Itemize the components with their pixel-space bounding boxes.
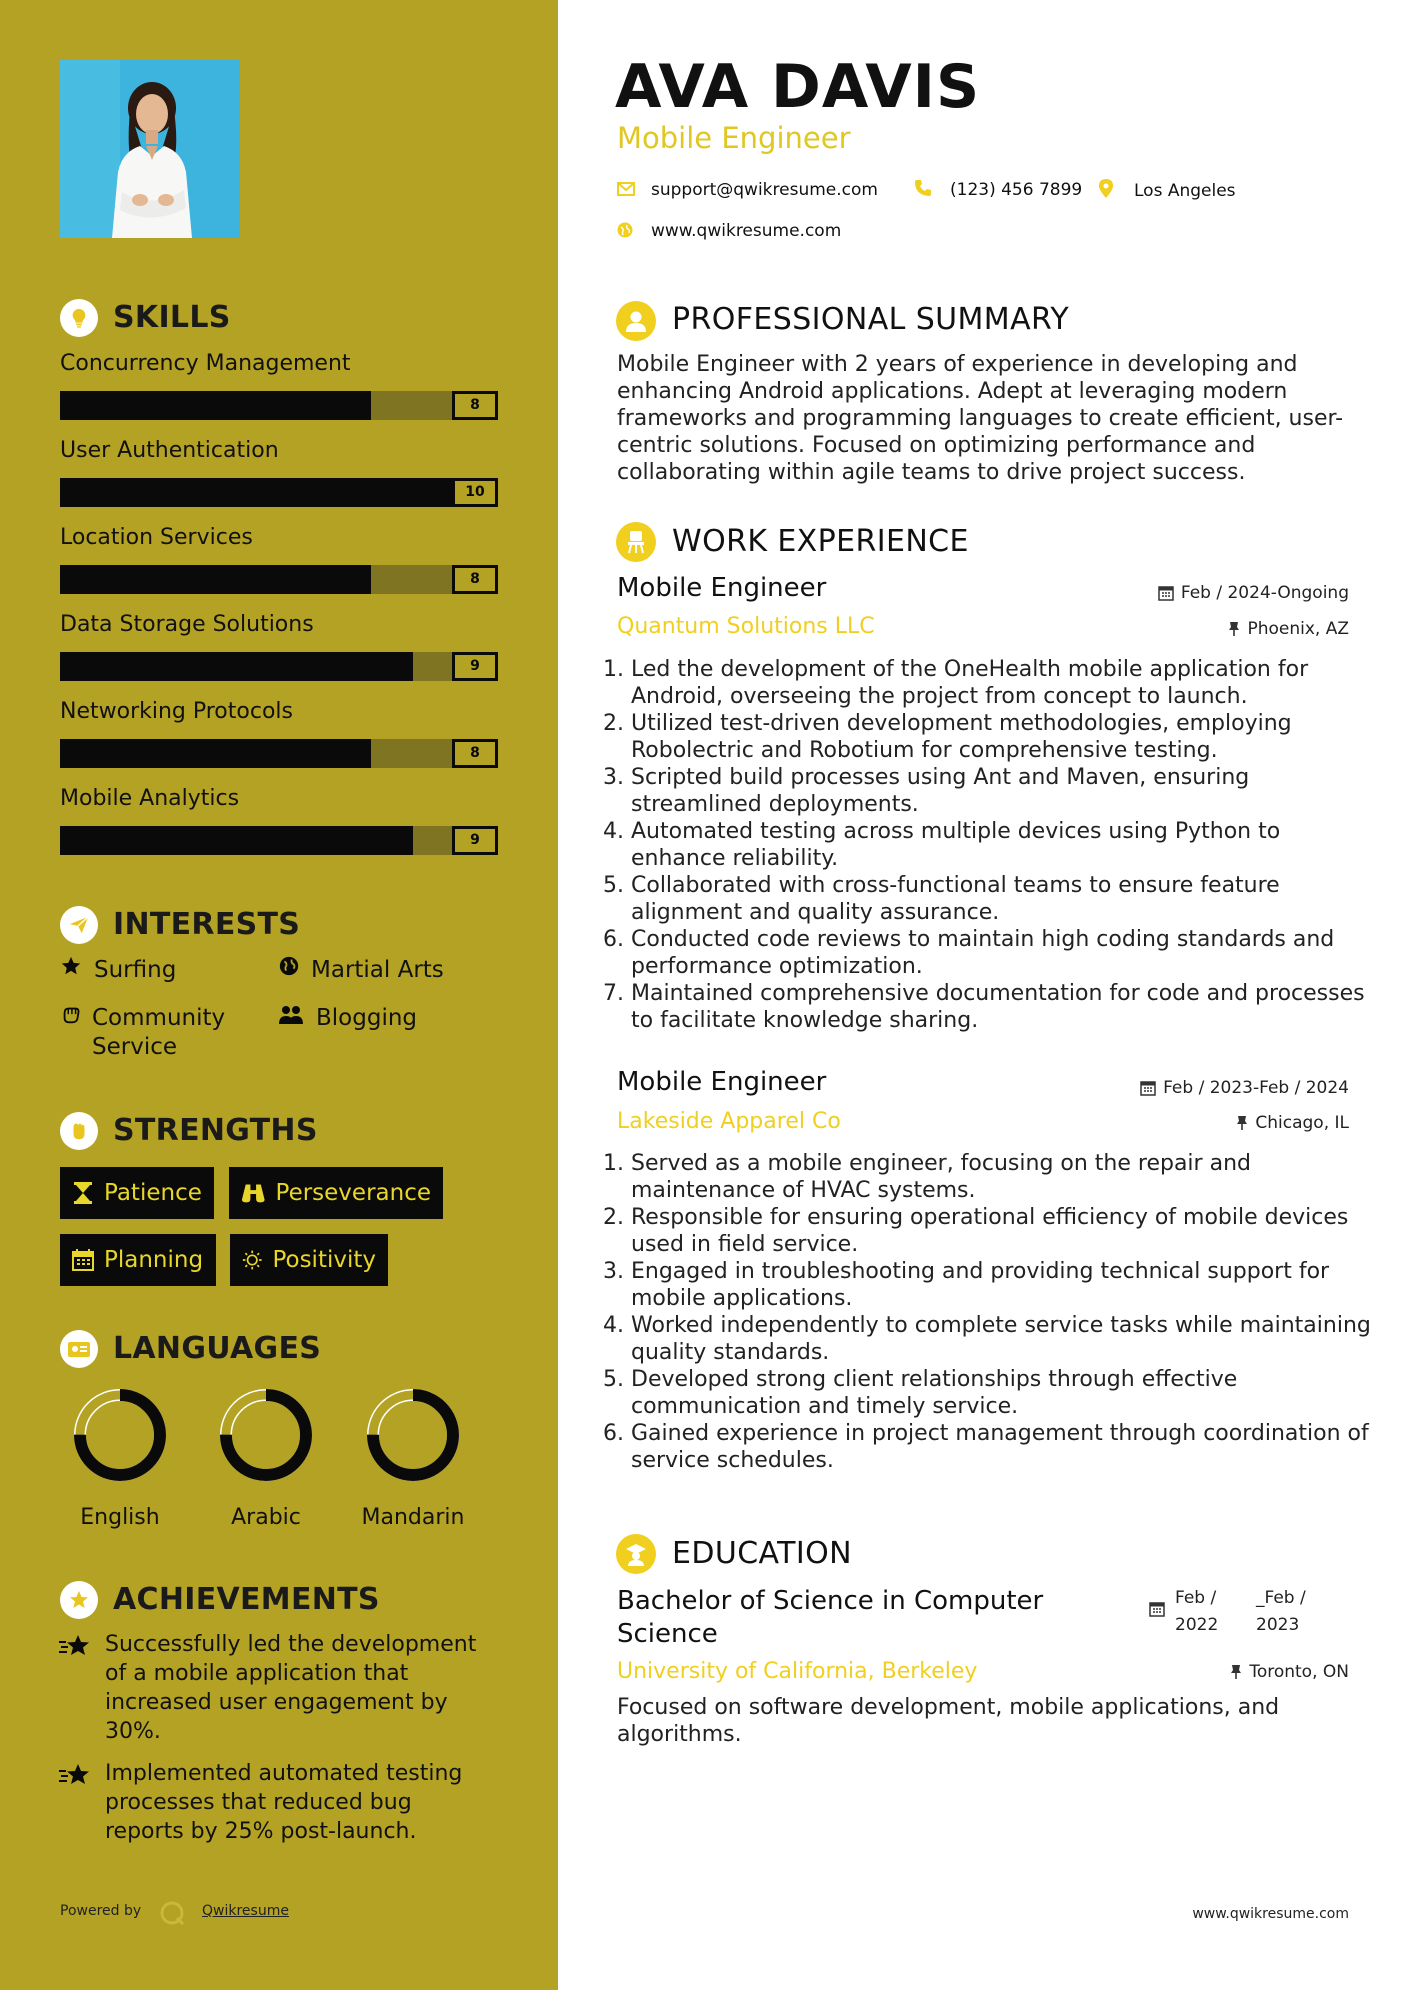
duty-item: 2. Utilized test-driven development methodologies, employing Robolectric and Robotium for comprehensive testing. <box>631 710 1371 764</box>
phone-number: (123) 456 7899 <box>950 180 1083 200</box>
strength-tag-planning <box>60 1234 216 1286</box>
education-location <box>1230 1662 1349 1682</box>
calendar-icon <box>1158 585 1174 601</box>
summary-title: PROFESSIONAL SUMMARY <box>672 302 1070 337</box>
calendar-icon <box>72 1249 94 1271</box>
duty-item: 2. Responsible for ensuring operational efficiency of mobile devices used in field service. <box>631 1204 1371 1258</box>
duty-item: 4. Worked independently to complete service tasks while maintaining quality standards. <box>631 1312 1371 1366</box>
skill-bar <box>60 826 498 855</box>
star-badge-icon <box>60 1581 98 1619</box>
duty-item: 6. Gained experience in project management through coordination of service schedules. <box>631 1420 1371 1474</box>
skill-bar-fill <box>60 478 474 507</box>
binoculars-icon <box>241 1182 266 1204</box>
powered-by-label: Powered by <box>60 1903 142 1919</box>
phone-icon <box>914 179 934 199</box>
job-title: Mobile Engineer <box>617 573 827 603</box>
hand-icon <box>60 1004 84 1028</box>
job-dates <box>1158 583 1349 603</box>
skill-name: Networking Protocols <box>60 699 293 724</box>
skill-name: User Authentication <box>60 438 279 463</box>
skill-bar <box>60 652 498 681</box>
strength-label: Positivity <box>272 1247 376 1273</box>
duty-item: 5. Collaborated with cross-functional teams to ensure feature alignment and quality assurance. <box>631 872 1371 926</box>
achievement-item: Implemented automated testing processes that reduced bug reports by 25% post-launch. <box>105 1761 463 1844</box>
strength-tag-perseverance <box>229 1167 443 1219</box>
calendar-icon <box>1140 1080 1156 1096</box>
strength-label: Planning <box>104 1247 204 1273</box>
skill-bar-fill <box>60 652 413 681</box>
skill-score: 9 <box>452 652 498 681</box>
education-description: Focused on software development, mobile applications, and algorithms. <box>617 1695 1280 1747</box>
job-location <box>1236 1113 1349 1133</box>
language-item <box>201 1385 331 1530</box>
interest-martial-arts: Martial Arts <box>311 957 444 983</box>
skill-name: Mobile Analytics <box>60 786 240 811</box>
language-ring <box>363 1385 463 1485</box>
skill-bar-fill <box>60 565 371 594</box>
shooting-star-icon <box>58 1632 92 1662</box>
company-name: Quantum Solutions LLC <box>617 614 875 639</box>
profile-photo <box>60 60 240 238</box>
strengths-title: STRENGTHS <box>113 1113 318 1148</box>
skill-bar-fill <box>60 826 413 855</box>
skill-bar <box>60 391 498 420</box>
skill-score: 8 <box>452 391 498 420</box>
skill-bar <box>60 478 498 507</box>
envelope-icon <box>617 181 637 199</box>
duty-item: 3. Engaged in troubleshooting and providing technical support for mobile applications. <box>631 1258 1371 1312</box>
duty-item: 1. Led the development of the OneHealth mobile application for Android, overseeing the project from concept to launch. <box>631 656 1371 710</box>
job-dates <box>1140 1078 1349 1098</box>
interest-community-service: Community Service <box>92 1005 226 1060</box>
pushpin-icon <box>1230 1664 1242 1680</box>
education-start-date: Feb / 2022 <box>1175 1588 1219 1635</box>
job-location-text: Chicago, IL <box>1255 1113 1349 1133</box>
skill-bar <box>60 739 498 768</box>
candidate-role: Mobile Engineer <box>617 121 851 155</box>
pushpin-icon <box>1236 1115 1248 1131</box>
languages-title: LANGUAGES <box>113 1331 322 1366</box>
globe-icon <box>278 955 302 979</box>
skill-score: 9 <box>452 826 498 855</box>
job-dates-text: Feb / 2024-Ongoing <box>1180 583 1349 603</box>
job-duties-list <box>613 1150 1371 1474</box>
qwikresume-logo-icon <box>159 1900 185 1926</box>
strength-label: Patience <box>104 1180 202 1206</box>
location-text: Los Angeles <box>1134 181 1236 201</box>
map-pin-icon <box>1099 179 1115 199</box>
language-label: Mandarin <box>361 1505 465 1530</box>
language-label: English <box>80 1505 160 1530</box>
candidate-name: AVA DAVIS <box>615 52 981 122</box>
user-circle-icon <box>616 301 656 341</box>
lightbulb-icon <box>60 299 98 337</box>
users-icon <box>278 1004 304 1028</box>
language-label: Arabic <box>231 1505 301 1530</box>
language-ring <box>70 1385 170 1485</box>
language-ring <box>216 1385 316 1485</box>
star-icon <box>60 955 84 979</box>
graduate-icon <box>616 1534 656 1574</box>
website-link[interactable]: www.qwikresume.com <box>651 221 842 241</box>
achievements-title: ACHIEVEMENTS <box>113 1582 380 1617</box>
hourglass-icon <box>72 1181 94 1205</box>
achievement-item: Successfully led the development of a mobile application that increased user engagement by 30%. <box>105 1632 477 1744</box>
duty-item: 3. Scripted build processes using Ant and Maven, ensuring streamlined deployments. <box>631 764 1371 818</box>
interests-title: INTERESTS <box>113 907 301 942</box>
skill-score: 8 <box>452 739 498 768</box>
experience-title: WORK EXPERIENCE <box>672 524 969 559</box>
job-duties-list <box>613 656 1371 1034</box>
interest-surfing: Surfing <box>94 957 177 983</box>
skill-name: Concurrency Management <box>60 351 351 376</box>
skills-title: SKILLS <box>113 300 231 335</box>
duty-item: 4. Automated testing across multiple devices using Python to enhance reliability. <box>631 818 1371 872</box>
paper-plane-icon <box>60 906 98 944</box>
email-link[interactable]: support@qwikresume.com <box>651 180 878 200</box>
skill-bar <box>60 565 498 594</box>
fist-icon <box>60 1112 98 1150</box>
language-item <box>55 1385 185 1530</box>
job-location <box>1228 619 1349 639</box>
duty-item: 7. Maintained comprehensive documentation for code and processes to facilitate knowledge sharing. <box>631 980 1371 1034</box>
summary-text: Mobile Engineer with 2 years of experience in developing and enhancing Android applications. Adept at leveraging modern frameworks and programming languages to create efficient, user-centric solutions. Focused on optimizing performance and collaborating within agile teams to drive project success. <box>617 352 1344 485</box>
education-title: EDUCATION <box>672 1536 852 1571</box>
strength-label: Perseverance <box>275 1180 431 1206</box>
education-end-date: _Feb / 2023 <box>1256 1588 1306 1635</box>
shooting-star-icon <box>58 1761 92 1791</box>
skill-score: 10 <box>452 478 498 507</box>
skill-bar-fill <box>60 739 371 768</box>
duty-item: 5. Developed strong client relationships through effective communication and timely service. <box>631 1366 1371 1420</box>
skill-bar-fill <box>60 391 371 420</box>
skill-name: Location Services <box>60 525 253 550</box>
strength-tag-patience <box>60 1167 214 1219</box>
skill-score: 8 <box>452 565 498 594</box>
calendar-icon <box>1149 1601 1167 1619</box>
footer-website[interactable]: www.qwikresume.com <box>1192 1906 1349 1922</box>
chair-icon <box>616 522 656 562</box>
duty-item: 1. Served as a mobile engineer, focusing on the repair and maintenance of HVAC systems. <box>631 1150 1371 1204</box>
education-location-text: Toronto, ON <box>1249 1662 1349 1682</box>
skill-name: Data Storage Solutions <box>60 612 314 637</box>
pushpin-icon <box>1228 621 1240 637</box>
job-location-text: Phoenix, AZ <box>1247 619 1349 639</box>
sun-icon <box>242 1248 262 1272</box>
job-dates-text: Feb / 2023-Feb / 2024 <box>1163 1078 1349 1098</box>
job-title: Mobile Engineer <box>617 1067 827 1097</box>
duty-item: 6. Conducted code reviews to maintain high coding standards and performance optimization. <box>631 926 1371 980</box>
school-name: University of California, Berkeley <box>617 1659 978 1684</box>
id-card-icon <box>60 1330 98 1368</box>
company-name: Lakeside Apparel Co <box>617 1109 841 1134</box>
language-item <box>348 1385 478 1530</box>
interest-blogging: Blogging <box>316 1005 418 1031</box>
strength-tag-positivity <box>230 1234 388 1286</box>
degree-title: Bachelor of Science in Computer Science <box>617 1586 1044 1649</box>
qwikresume-link[interactable]: Qwikresume <box>202 1903 289 1919</box>
globe-icon <box>617 222 635 240</box>
